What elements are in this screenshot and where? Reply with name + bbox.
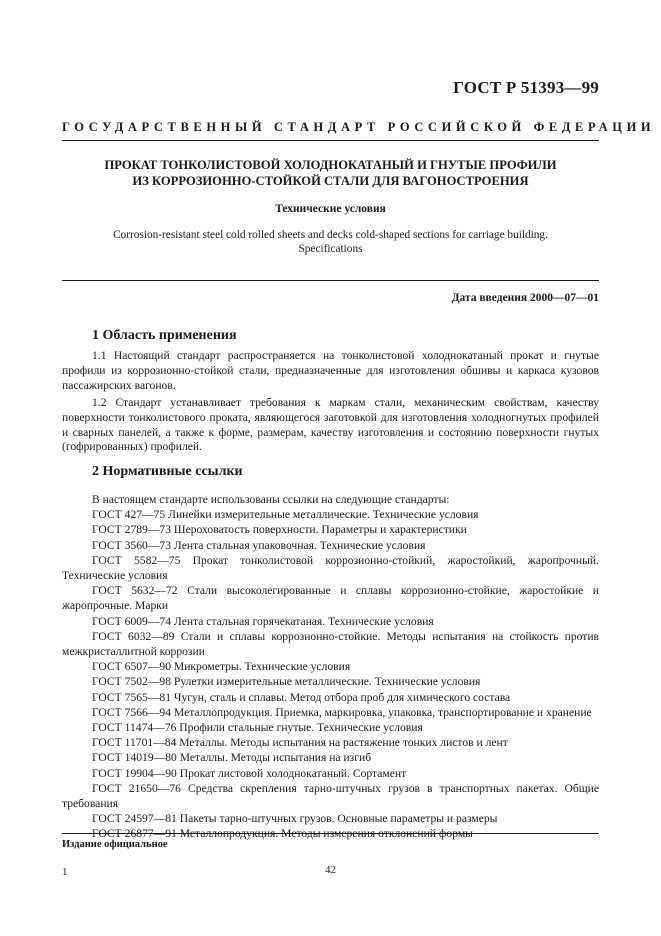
page-number: 42 xyxy=(325,864,336,876)
english-title-line-2: Specifications xyxy=(298,243,363,255)
title-line-1: ПРОКАТ ТОНКОЛИСТОВОЙ ХОЛОДНОКАТАНЫЙ И ГНУТЫЕ ПРОФИЛИ xyxy=(104,158,557,172)
english-title-line-1: Corrosion-resistant steel cold rolled sheets and decks cold-shaped sections for carriage building. xyxy=(113,229,548,241)
reference-item: ГОСТ 21650—76 Средства скрепления тарно-штучных грузов в транспортных пакетах. Общие требования xyxy=(62,781,599,811)
reference-item: ГОСТ 24597—81 Пакеты тарно-штучных грузов. Основные параметры и размеры xyxy=(92,812,498,826)
reference-item: ГОСТ 2789—73 Шероховатость поверхности. Параметры и характеристики xyxy=(92,523,467,537)
reference-item: ГОСТ 3560—73 Лента стальная упаковочная. Технические условия xyxy=(92,538,426,552)
section-1-paragraph-1: 1.1 Настоящий стандарт распространяется на тонколистовой холоднокатаный прокат и гнутые профили из коррозионно-стойкой стали, предназначенные для изготовления обшивы и каркаса кузовов пассажирских вагонов. xyxy=(62,349,599,392)
header-divider xyxy=(62,140,599,141)
footer-divider xyxy=(62,833,599,834)
title-line-2: ИЗ КОРРОЗИОННО-СТОЙКОЙ СТАЛИ ДЛЯ ВАГОНОСТРОЕНИЯ xyxy=(132,174,529,188)
reference-item: ГОСТ 6507—90 Микрометры. Технические условия xyxy=(92,660,351,674)
reference-item: ГОСТ 19904—90 Прокат листовой холоднокатаный. Сортамент xyxy=(92,766,407,780)
reference-item: ГОСТ 26877—91 Металлопродукция. Методы измерения отклонений формы xyxy=(92,827,473,841)
document-number: ГОСТ Р 51393—99 xyxy=(453,78,599,97)
reference-item: ГОСТ 11474—76 Профили стальные гнутые. Технические условия xyxy=(92,721,423,735)
reference-item: ГОСТ 7502—98 Рулетки измерительные металлические. Технические условия xyxy=(92,675,481,689)
english-title xyxy=(62,228,599,256)
references-intro: В настоящем стандарте использованы ссылки на следующие стандарты: xyxy=(92,493,450,506)
reference-item: ГОСТ 14019—80 Металлы. Методы испытания на изгиб xyxy=(92,751,372,765)
reference-item: ГОСТ 6009—74 Лента стальная горячекатаная. Технические условия xyxy=(92,614,434,628)
reference-item: ГОСТ 11701—84 Металлы. Методы испытания на растяжение тонких листов и лент xyxy=(92,736,508,750)
reference-item: ГОСТ 6032—89 Стали и сплавы коррозионно-стойкие. Методы испытания на стойкость против межкристаллитной коррозии xyxy=(62,629,599,659)
introduction-date: Дата введения 2000—07—01 xyxy=(451,292,599,304)
reference-item: ГОСТ 427—75 Линейки измерительные металлические. Технические условия xyxy=(92,508,479,522)
section-2-heading: 2 Нормативные ссылки xyxy=(92,464,243,479)
document-title xyxy=(62,157,599,189)
normative-references-list xyxy=(62,492,599,842)
reference-item: ГОСТ 7565—81 Чугун, сталь и сплавы. Метод отбора проб для химического состава xyxy=(92,690,511,704)
state-standard-banner: ГОСУДАРСТВЕННЫЙ СТАНДАРТ РОССИЙСКОЙ ФЕДЕРАЦИИ xyxy=(62,120,656,134)
section-1-paragraph-2: 1.2 Стандарт устанавливает требования к маркам стали, механическим свойствам, качеству поверхности тонколистового проката, являющегося заготовкой для изготовления холодногнутых профилей и сварных панелей, а также к форме, размерам, качеству изготовления и состоянию поверхности гнутых (гофрированных) профилей. xyxy=(62,396,599,454)
section-1-heading: 1 Область применения xyxy=(92,328,237,343)
page-mark: 1 xyxy=(62,866,68,878)
reference-item: ГОСТ 5632—72 Стали высоколегированные и сплавы коррозионно-стойкие, жаростойкие и жаропрочные. Марки xyxy=(62,584,599,613)
document-subtitle: Технические условия xyxy=(275,203,386,215)
official-edition-label: Издание официальное xyxy=(62,839,168,850)
reference-item: ГОСТ 7566—94 Металлопродукция. Приемка, маркировка, упаковка, транспортирование и хранение xyxy=(92,705,592,719)
reference-item: ГОСТ 5582—75 Прокат тонколистовой коррозионно-стойкий, жаростойкий, жаропрочный. Технические условия xyxy=(62,553,599,583)
title-divider xyxy=(62,280,599,281)
